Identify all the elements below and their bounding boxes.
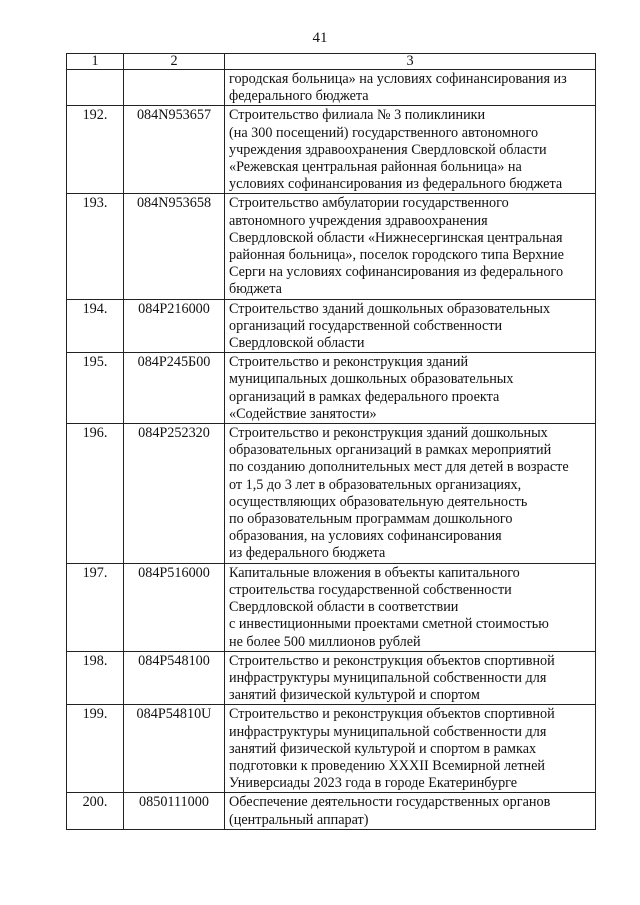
row-number	[67, 70, 124, 106]
description-line: «Содействие занятости»	[229, 405, 377, 422]
description-line: муниципальных дошкольных образовательных	[229, 371, 514, 388]
description-line: строительства государственной собственности	[229, 581, 512, 598]
description-line: занятий физической культурой и спортом	[229, 687, 480, 704]
description-line: Свердловской области «Нижнесергинская центральная	[229, 229, 563, 246]
expense-description	[225, 353, 596, 424]
expense-description	[225, 194, 596, 299]
column-header-1: 1	[67, 54, 124, 70]
target-article-code	[124, 70, 225, 106]
description-line: Строительство амбулатории государственного	[229, 195, 509, 212]
page-number: 41	[312, 30, 328, 46]
target-article-code: 084P54810U	[124, 705, 225, 793]
description-line: по образовательным программам дошкольного	[229, 511, 513, 528]
description-line: подготовки к проведению XXXII Всемирной летней	[229, 757, 546, 774]
description-line: занятий физической культурой и спортом в рамках	[229, 740, 537, 757]
column-header-3: 3	[225, 54, 596, 70]
target-article-code: 0850111000	[124, 793, 225, 829]
description-line: Серги на условиях софинансирования из федерального	[229, 264, 564, 281]
description-line: Строительство и реконструкция объектов спортивной	[229, 652, 555, 669]
description-line: Капитальные вложения в объекты капитального	[229, 564, 520, 581]
expense-description	[225, 424, 596, 564]
target-article-code: 084P245Б00	[124, 353, 225, 424]
description-line: образовательных организаций в рамках мероприятий	[229, 442, 552, 459]
target-article-code: 084P548100	[124, 651, 225, 705]
row-number: 198.	[67, 651, 124, 705]
description-line: условиях софинансирования из федерального бюджета	[229, 176, 563, 193]
target-article-code: 084P516000	[124, 563, 225, 651]
row-number: 196.	[67, 424, 124, 564]
table-header-row	[67, 54, 596, 70]
description-line: осуществляющих образовательную деятельность	[229, 493, 528, 510]
description-line: Свердловской области в соответствии	[229, 599, 459, 616]
table-row	[67, 106, 596, 194]
table-row	[67, 353, 596, 424]
target-article-code: 084N953658	[124, 194, 225, 299]
description-line: инфраструктуры муниципальной собственности для	[229, 723, 547, 740]
description-line: Строительство и реконструкция зданий дошкольных	[229, 425, 548, 442]
description-line: Строительство зданий дошкольных образовательных	[229, 300, 551, 317]
table-row	[67, 563, 596, 651]
description-line: организаций государственной собственности	[229, 317, 503, 334]
description-line: от 1,5 до 3 лет в образовательных организациях,	[229, 476, 522, 493]
table-row	[67, 194, 596, 299]
description-line: Строительство филиала № 3 поликлиники	[229, 107, 486, 124]
row-number: 197.	[67, 563, 124, 651]
description-line: с инвестиционными проектами сметной стоимостью	[229, 616, 549, 633]
table-row	[67, 651, 596, 705]
table-row	[67, 793, 596, 829]
table-row	[67, 299, 596, 353]
description-line: автономного учреждения здравоохранения	[229, 212, 488, 229]
expense-description	[225, 70, 596, 106]
description-line: районная больница», поселок городского типа Верхние	[229, 247, 564, 264]
row-number: 199.	[67, 705, 124, 793]
row-number: 193.	[67, 194, 124, 299]
expense-description	[225, 563, 596, 651]
table-row	[67, 705, 596, 793]
expense-description	[225, 705, 596, 793]
budget-code-table	[66, 53, 596, 830]
description-line: городская больница» на условиях софинансирования из	[229, 71, 567, 87]
table-body	[67, 70, 596, 830]
target-article-code: 084N953657	[124, 106, 225, 194]
description-line: Строительство и реконструкция зданий	[229, 354, 469, 371]
description-line: «Режевская центральная районная больница» на	[229, 159, 522, 176]
row-number: 192.	[67, 106, 124, 194]
description-line: Универсиады 2023 года в городе Екатеринбурге	[229, 775, 518, 792]
row-number: 194.	[67, 299, 124, 353]
description-line: (на 300 посещений) государственного автономного	[229, 124, 539, 141]
description-line: Обеспечение деятельности государственных органов	[229, 794, 551, 811]
expense-description	[225, 793, 596, 829]
expense-description	[225, 651, 596, 705]
description-line: организаций в рамках федерального проекта	[229, 388, 500, 405]
target-article-code: 084P252320	[124, 424, 225, 564]
target-article-code: 084P216000	[124, 299, 225, 353]
description-line: Свердловской области	[229, 335, 365, 352]
description-line: образования, на условиях софинансирования	[229, 528, 502, 545]
row-number: 195.	[67, 353, 124, 424]
description-line: Строительство и реконструкция объектов спортивной	[229, 706, 555, 723]
description-line: федерального бюджета	[229, 88, 369, 105]
expense-description	[225, 299, 596, 353]
description-line: учреждения здравоохранения Свердловской области	[229, 141, 547, 158]
column-header-2: 2	[124, 54, 225, 70]
description-line: из федерального бюджета	[229, 545, 386, 562]
description-line: не более 500 миллионов рублей	[229, 633, 421, 650]
description-line: инфраструктуры муниципальной собственности для	[229, 669, 547, 686]
description-line: бюджета	[229, 281, 282, 298]
table-row	[67, 70, 596, 106]
expense-description	[225, 106, 596, 194]
table-row	[67, 424, 596, 564]
description-line: (центральный аппарат)	[229, 811, 369, 828]
description-line: по созданию дополнительных мест для детей в возрасте	[229, 459, 569, 476]
row-number: 200.	[67, 793, 124, 829]
